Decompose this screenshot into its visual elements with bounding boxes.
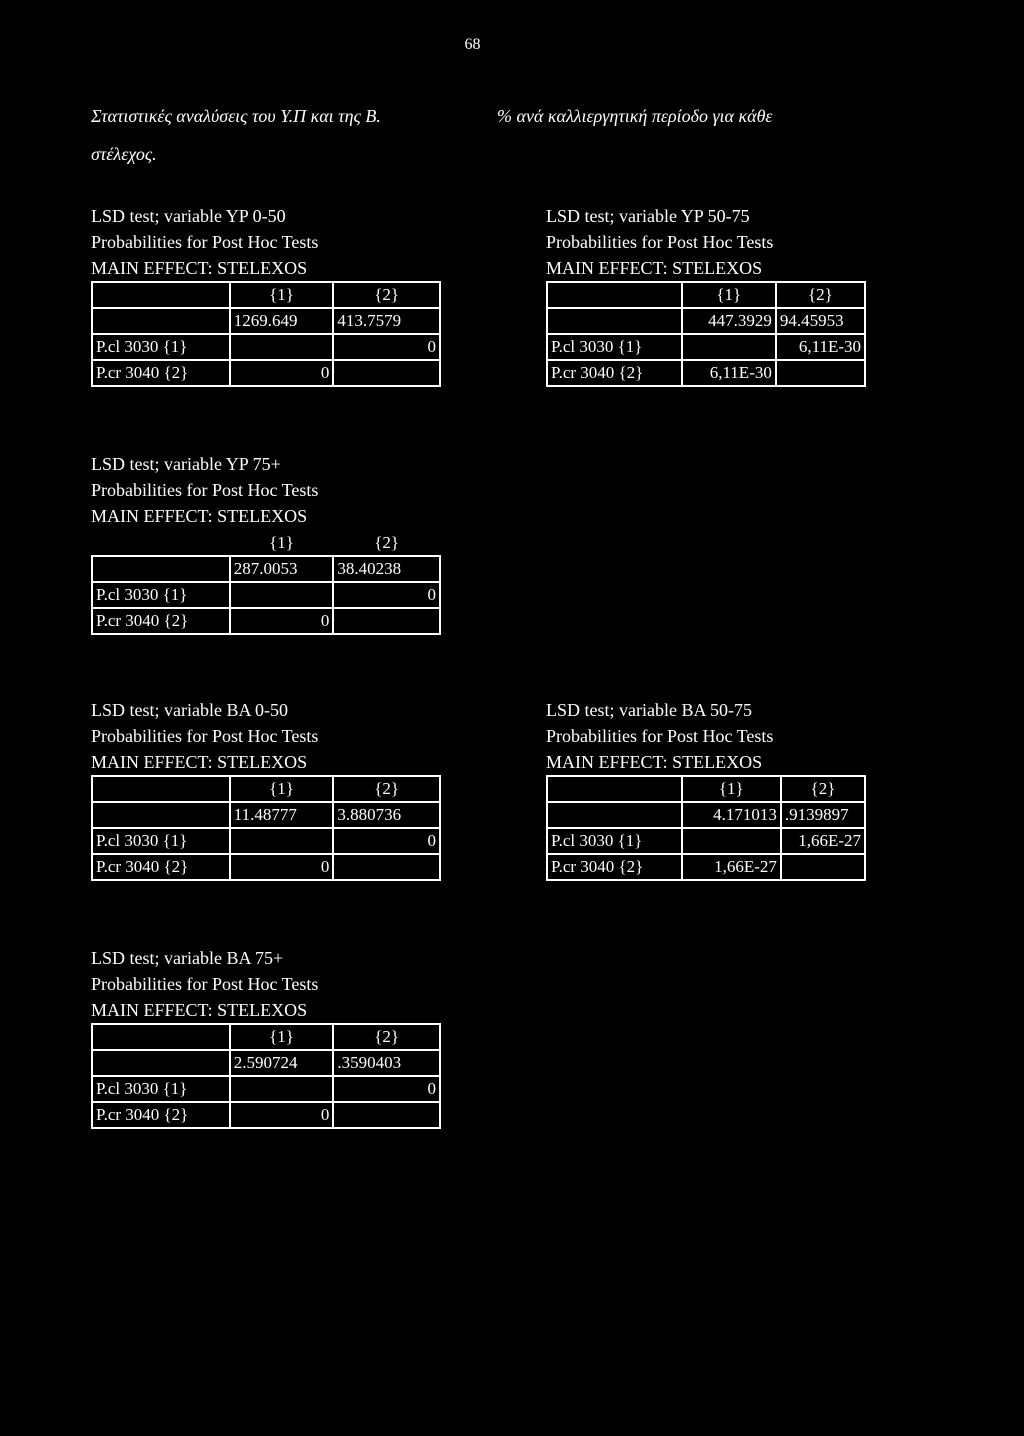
means-row — [92, 308, 440, 334]
col2-header: {2} — [781, 776, 865, 802]
table-row — [547, 360, 865, 386]
table-row — [92, 828, 440, 854]
table-row — [92, 1102, 440, 1128]
row-label: P.cr 3040 {2} — [92, 360, 230, 386]
block-title: LSD test; variable YP 75+ — [91, 454, 281, 474]
block-effect: MAIN EFFECT: STELEXOS — [91, 506, 308, 526]
probability-table — [91, 529, 441, 635]
row-label: P.cr 3040 {2} — [547, 360, 682, 386]
block-effect: MAIN EFFECT: STELEXOS — [546, 258, 763, 278]
probability-table — [546, 281, 866, 387]
row-label: P.cl 3030 {1} — [92, 582, 230, 608]
row-label: P.cr 3040 {2} — [92, 854, 230, 880]
col1-header: {1} — [682, 776, 781, 802]
block-effect: MAIN EFFECT: STELEXOS — [91, 1000, 308, 1020]
block-title: LSD test; variable YP 0-50 — [91, 206, 286, 226]
col1-header: {1} — [230, 776, 334, 802]
lsd-block-yp-50-75 — [546, 203, 906, 387]
probability-table — [91, 281, 441, 387]
row-value: 6,11E-30 — [776, 334, 865, 360]
table-row — [92, 360, 440, 386]
row-value: 0 — [333, 582, 440, 608]
heading-line-2: στέλεχος. — [91, 144, 157, 164]
col1-header: {1} — [230, 282, 334, 308]
col1-header: {1} — [230, 1024, 334, 1050]
block-title: LSD test; variable YP 50-75 — [546, 206, 750, 226]
probability-table — [546, 775, 866, 881]
means-row — [547, 308, 865, 334]
col2-header: {2} — [333, 530, 440, 556]
means-row — [92, 1050, 440, 1076]
lsd-block-yp-75-plus — [91, 451, 451, 635]
table-row — [547, 334, 865, 360]
table-header-row — [92, 530, 440, 556]
means-row — [92, 802, 440, 828]
lsd-block-ba-75-plus — [91, 945, 451, 1129]
mean-1: 4.171013 — [682, 802, 781, 828]
block-effect: MAIN EFFECT: STELEXOS — [546, 752, 763, 772]
table-row — [92, 334, 440, 360]
mean-1: 447.3929 — [682, 308, 776, 334]
mean-2: 413.7579 — [333, 308, 440, 334]
row-label: P.cl 3030 {1} — [92, 334, 230, 360]
block-title: LSD test; variable BA 0-50 — [91, 700, 288, 720]
block-subtitle: Probabilities for Post Hoc Tests — [546, 726, 774, 746]
row-label: P.cl 3030 {1} — [547, 334, 682, 360]
row-value: 0 — [230, 854, 334, 880]
row-label: P.cr 3040 {2} — [92, 1102, 230, 1128]
row-label: P.cl 3030 {1} — [547, 828, 682, 854]
probability-table — [91, 775, 441, 881]
mean-1: 2.590724 — [230, 1050, 334, 1076]
row-value: 1,66E-27 — [682, 854, 781, 880]
row-value: 0 — [230, 1102, 334, 1128]
table-row — [547, 828, 865, 854]
col1-header: {1} — [230, 530, 334, 556]
row-value: 1,66E-27 — [781, 828, 865, 854]
block-title: LSD test; variable BA 50-75 — [546, 700, 752, 720]
table-row — [92, 854, 440, 880]
row-value: 0 — [230, 360, 334, 386]
table-header-row — [92, 776, 440, 802]
means-row — [92, 556, 440, 582]
table-header-row — [92, 1024, 440, 1050]
mean-1: 1269.649 — [230, 308, 334, 334]
mean-1: 287.0053 — [230, 556, 334, 582]
lsd-block-ba-0-50 — [91, 697, 451, 881]
table-header-row — [547, 776, 865, 802]
row-value: 0 — [333, 1076, 440, 1102]
mean-2: 3.880736 — [333, 802, 440, 828]
heading-line-1: Στατιστικές αναλύσεις του Υ.Π και της Β. — [91, 106, 381, 126]
heading-line-1-right: % ανά καλλιεργητική περίοδο για κάθε — [497, 106, 773, 126]
row-label: P.cl 3030 {1} — [92, 828, 230, 854]
col1-header: {1} — [682, 282, 776, 308]
row-value: 0 — [333, 828, 440, 854]
block-effect: MAIN EFFECT: STELEXOS — [91, 258, 308, 278]
table-row — [547, 854, 865, 880]
mean-2: .3590403 — [333, 1050, 440, 1076]
col2-header: {2} — [776, 282, 865, 308]
block-subtitle: Probabilities for Post Hoc Tests — [91, 974, 319, 994]
table-row — [92, 608, 440, 634]
row-value: 6,11E-30 — [682, 360, 776, 386]
block-subtitle: Probabilities for Post Hoc Tests — [91, 232, 319, 252]
mean-2: .9139897 — [781, 802, 865, 828]
lsd-block-yp-0-50 — [91, 203, 451, 387]
mean-2: 94.45953 — [776, 308, 865, 334]
lsd-block-ba-50-75 — [546, 697, 906, 881]
block-subtitle: Probabilities for Post Hoc Tests — [546, 232, 774, 252]
table-header-row — [92, 282, 440, 308]
row-value: 0 — [333, 334, 440, 360]
means-row — [547, 802, 865, 828]
block-subtitle: Probabilities for Post Hoc Tests — [91, 726, 319, 746]
probability-table — [91, 1023, 441, 1129]
col2-header: {2} — [333, 776, 440, 802]
row-value: 0 — [230, 608, 334, 634]
table-row — [92, 582, 440, 608]
row-label: P.cl 3030 {1} — [92, 1076, 230, 1102]
block-subtitle: Probabilities for Post Hoc Tests — [91, 480, 319, 500]
table-header-row — [547, 282, 865, 308]
block-effect: MAIN EFFECT: STELEXOS — [91, 752, 308, 772]
page-number: 68 — [464, 36, 481, 53]
mean-2: 38.40238 — [333, 556, 440, 582]
block-title: LSD test; variable BA 75+ — [91, 948, 284, 968]
row-label: P.cr 3040 {2} — [547, 854, 682, 880]
col2-header: {2} — [333, 282, 440, 308]
row-label: P.cr 3040 {2} — [92, 608, 230, 634]
col2-header: {2} — [333, 1024, 440, 1050]
mean-1: 11.48777 — [230, 802, 334, 828]
table-row — [92, 1076, 440, 1102]
